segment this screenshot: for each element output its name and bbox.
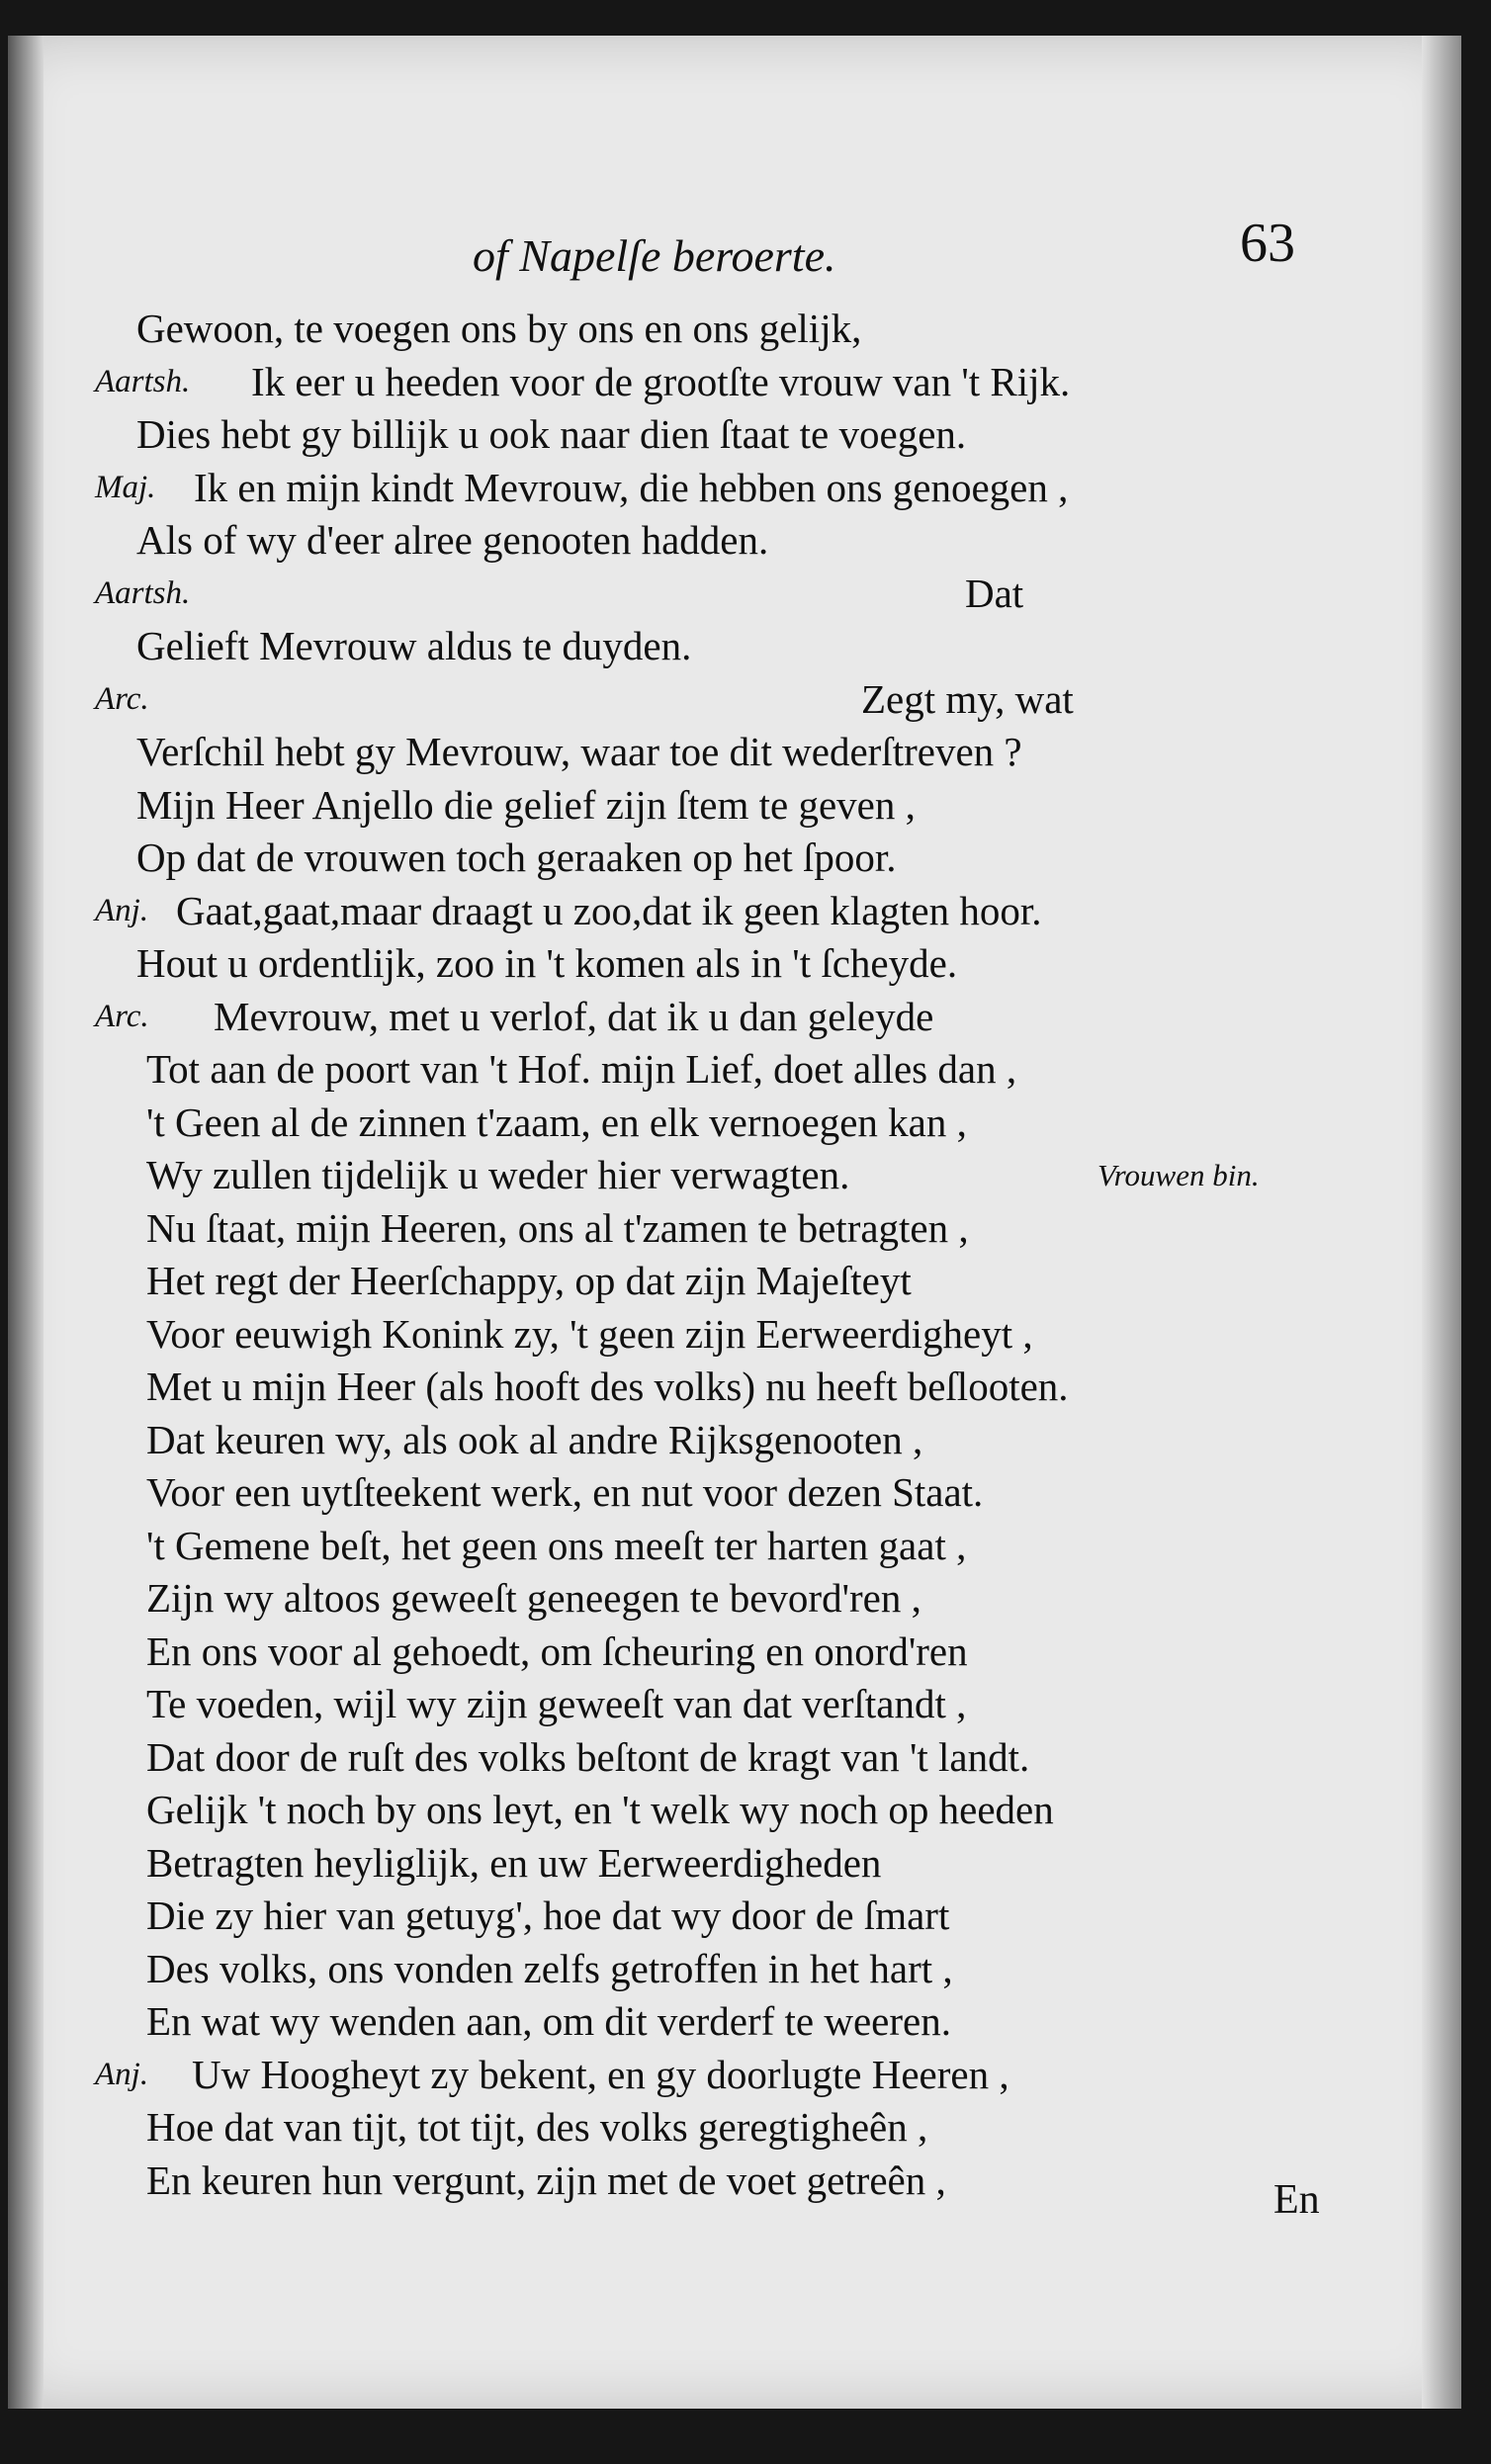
- verse-line: [85, 568, 1331, 621]
- verse-line: [85, 726, 1331, 779]
- verse-line: [85, 832, 1331, 885]
- verse-text-block: [85, 303, 1331, 2207]
- verse-line: [85, 1678, 1331, 1731]
- verse-line: [85, 991, 1331, 1044]
- speaker-label: Aartsh.: [95, 574, 191, 611]
- verse-text: Met u mijn Heer (als hooft des volks) nu heeft beſlooten.: [146, 1364, 1069, 1409]
- verse-line: [85, 1149, 1331, 1202]
- verse-text: Ik en mijn kindt Mevrouw, die hebben ons genoegen ,: [194, 464, 1069, 510]
- verse-text: Mijn Heer Anjello die gelief zijn ſtem te geven ,: [136, 781, 916, 828]
- page-edge: [1422, 36, 1461, 2409]
- verse-text: Gelieft Mevrouw aldus te duyden.: [136, 623, 692, 668]
- verse-line: [85, 356, 1331, 409]
- verse-line: [85, 1995, 1331, 2049]
- verse-line: [85, 1097, 1331, 1150]
- verse-text: Ik eer u heeden voor de grootſte vrouw van 't Rijk.: [251, 358, 1071, 404]
- verse-text: 't Geen al de zinnen t'zaam, en elk vernoegen kan ,: [146, 1099, 967, 1145]
- verse-line: [85, 1520, 1331, 1573]
- verse-text: En wat wy wenden aan, om dit verderf te weeren.: [146, 1998, 951, 2044]
- verse-line: [85, 620, 1331, 673]
- verse-line: [85, 1414, 1331, 1467]
- verse-text: Verſchil hebt gy Mevrouw, waar toe dit wederſtreven ?: [136, 729, 1022, 774]
- verse-line: [85, 1466, 1331, 1520]
- verse-text: Die zy hier van getuyg', hoe dat wy door de ſmart: [146, 1892, 950, 1938]
- verse-line: [85, 779, 1331, 833]
- verse-line: [85, 2101, 1331, 2155]
- speaker-label: Arc.: [95, 680, 149, 717]
- stage-direction: Vrouwen bin.: [1097, 1158, 1260, 1192]
- verse-line: [85, 673, 1331, 727]
- verse-line: [85, 1626, 1331, 1679]
- verse-text: Op dat de vrouwen toch geraaken op het ſpoor.: [136, 835, 897, 880]
- verse-text: Hoe dat van tijt, tot tijt, des volks geregtigheên ,: [146, 2104, 928, 2150]
- verse-line: [85, 303, 1331, 356]
- verse-line: [85, 514, 1331, 568]
- verse-line: [85, 1784, 1331, 1837]
- verse-text: Gewoon, te voegen ons by ons en ons gelijk,: [136, 306, 862, 351]
- page-gutter: [8, 36, 44, 2409]
- verse-text: Nu ſtaat, mijn Heeren, ons al t'zamen te betragten ,: [146, 1204, 969, 1251]
- verse-text: Betragten heyliglijk, en uw Eerweerdigheden: [146, 1839, 882, 1886]
- verse-text: Gelijk 't noch by ons leyt, en 't welk wy noch op heeden: [146, 1787, 1054, 1832]
- verse-text: Dat keuren wy, als ook al andre Rijksgenooten ,: [146, 1416, 923, 1462]
- verse-text: Voor eeuwigh Konink zy, 't geen zijn Eerweerdigheyt ,: [146, 1310, 1033, 1357]
- speaker-label: Arc.: [95, 998, 149, 1034]
- verse-text: Hout u ordentlijk, zoo in 't komen als in 't ſcheyde.: [136, 940, 958, 986]
- verse-text: Wy zullen tijdelijk u weder hier verwagten.: [146, 1152, 850, 1197]
- verse-line: [85, 462, 1331, 515]
- verse-text: Als of wy d'eer alree genooten hadden.: [136, 517, 769, 563]
- speaker-label: Aartsh.: [95, 363, 191, 399]
- verse-line: [85, 885, 1331, 938]
- verse-line: [85, 2155, 1331, 2208]
- verse-text: Zijn wy altoos geweeſt geneegen te bevord'ren ,: [146, 1575, 921, 1621]
- verse-line: [85, 1890, 1331, 1943]
- verse-line: [85, 937, 1331, 991]
- verse-line: [85, 1837, 1331, 1891]
- verse-line: [85, 1572, 1331, 1626]
- verse-text: Dat: [965, 570, 1024, 616]
- catchword: En: [1273, 2177, 1320, 2223]
- verse-text: En ons voor al gehoedt, om ſcheuring en onord'ren: [146, 1628, 968, 1674]
- verse-text: Uw Hoogheyt zy bekent, en gy doorlugte Heeren ,: [192, 2051, 1009, 2097]
- verse-text: Zegt my, wat: [861, 675, 1074, 722]
- speaker-label: Maj.: [95, 469, 156, 505]
- verse-text: Dies hebt gy billijk u ook naar dien ſtaat te voegen.: [136, 411, 967, 457]
- verse-text: Gaat,gaat,maar draagt u zoo,dat ik geen klagten hoor.: [176, 887, 1042, 933]
- verse-line: [85, 2049, 1331, 2102]
- running-head: of Napelſe beroerte.: [473, 230, 836, 281]
- verse-line: [85, 1361, 1331, 1414]
- verse-text: 't Gemene beſt, het geen ons meeſt ter harten gaat ,: [146, 1522, 967, 1568]
- verse-text: Het regt der Heerſchappy, op dat zijn Majeſteyt: [146, 1258, 912, 1303]
- speaker-label: Anj.: [95, 892, 149, 928]
- book-page: [8, 36, 1461, 2409]
- verse-line: [85, 1731, 1331, 1785]
- verse-line: [85, 1043, 1331, 1097]
- verse-line: [85, 1308, 1331, 1362]
- page-number: 63: [1240, 213, 1295, 274]
- verse-line: [85, 408, 1331, 462]
- verse-line: [85, 1255, 1331, 1308]
- verse-line: [85, 1943, 1331, 1996]
- verse-text: Dat door de ruſt des volks beſtont de kragt van 't landt.: [146, 1733, 1030, 1780]
- speaker-label: Anj.: [95, 2056, 149, 2092]
- verse-text: En keuren hun vergunt, zijn met de voet getreên ,: [146, 2156, 946, 2203]
- verse-text: Tot aan de poort van 't Hof. mijn Lief, doet alles dan ,: [146, 1046, 1017, 1092]
- verse-text: Des volks, ons vonden zelfs getroffen in het hart ,: [146, 1945, 953, 1991]
- verse-text: Mevrouw, met u verlof, dat ik u dan geleyde: [214, 993, 934, 1039]
- verse-text: Voor een uytſteekent werk, en nut voor dezen Staat.: [146, 1469, 984, 1515]
- verse-text: Te voeden, wijl wy zijn geweeſt van dat verſtandt ,: [146, 1681, 967, 1726]
- verse-line: [85, 1202, 1331, 1256]
